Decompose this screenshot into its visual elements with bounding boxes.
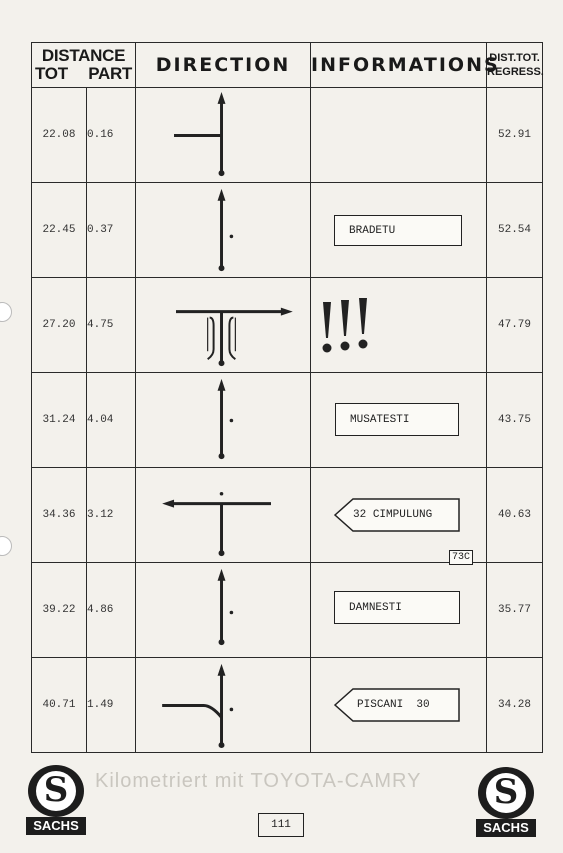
distance-header — [32, 43, 136, 88]
logo-left-word: SACHS — [26, 817, 86, 835]
info-cell — [311, 468, 487, 563]
regress-cell: 43.75 — [487, 373, 543, 468]
sachs-s-icon: S — [493, 772, 519, 812]
regress-label-1: DIST.TOT. — [489, 52, 540, 64]
sachs-logo-right — [476, 767, 536, 839]
straight-diagram — [136, 373, 310, 467]
table-row — [32, 658, 543, 753]
part-cell: 1.49 — [87, 658, 136, 753]
tot-cell: 22.08 — [32, 88, 87, 183]
tot-label: TOT — [35, 64, 68, 83]
regress-label-2: REGRESS. — [487, 66, 544, 78]
tot-cell: 39.22 — [32, 563, 87, 658]
direction-cell — [136, 278, 311, 373]
t-junction-left-diagram — [136, 468, 310, 562]
tot-cell: 31.24 — [32, 373, 87, 468]
table-row — [32, 278, 543, 373]
danger-marks — [319, 296, 375, 358]
header-row — [32, 43, 543, 88]
part-cell: 4.86 — [87, 563, 136, 658]
table-row — [32, 373, 543, 468]
regress-cell: 35.77 — [487, 563, 543, 658]
town-sign: MUSATESTI — [335, 403, 459, 436]
part-cell: 3.12 — [87, 468, 136, 563]
info-cell — [311, 658, 487, 753]
table-row — [32, 183, 543, 278]
direction-cell — [136, 658, 311, 753]
info-cell — [311, 373, 487, 468]
punch-hole — [0, 536, 12, 556]
table-row — [32, 468, 543, 563]
direction-sign — [333, 688, 461, 722]
tot-cell: 22.45 — [32, 183, 87, 278]
page-number: 111 — [258, 813, 304, 837]
informations-header: INFORMATIONS — [311, 43, 487, 88]
table-row — [32, 88, 543, 183]
direction-cell — [136, 183, 311, 278]
sachs-logo-left — [26, 765, 86, 837]
town-sign: DAMNESTI — [334, 591, 460, 624]
town-sign: BRADETU — [334, 215, 462, 246]
info-cell — [311, 278, 487, 373]
tot-cell: 40.71 — [32, 658, 87, 753]
info-cell — [311, 563, 487, 658]
fork-left-diagram — [136, 658, 310, 752]
direction-cell — [136, 468, 311, 563]
part-cell: 4.75 — [87, 278, 136, 373]
direction-sign — [333, 498, 461, 532]
part-cell: 0.16 — [87, 88, 136, 183]
direction-sign-text: PISCANI 30 — [357, 699, 430, 711]
direction-cell — [136, 563, 311, 658]
punch-hole — [0, 302, 12, 322]
direction-sign-text: 32 CIMPULUNG — [353, 509, 433, 521]
part-cell: 4.04 — [87, 373, 136, 468]
left-turn-diagram — [136, 88, 310, 182]
tot-cell: 27.20 — [32, 278, 87, 373]
regress-header — [487, 43, 543, 88]
regress-cell: 52.54 — [487, 183, 543, 278]
distance-label: DISTANCE — [41, 46, 126, 65]
roadbook-table — [31, 42, 543, 753]
regress-cell: 34.28 — [487, 658, 543, 753]
t-junction-bridge-diagram — [136, 278, 310, 372]
logo-right-word: SACHS — [476, 819, 536, 837]
regress-cell: 52.91 — [487, 88, 543, 183]
table-row — [32, 563, 543, 658]
part-label: PART — [88, 64, 133, 83]
info-cell — [311, 183, 487, 278]
regress-cell: 47.79 — [487, 278, 543, 373]
direction-cell — [136, 373, 311, 468]
background-footer-text: Kilometriert mit TOYOTA-CAMRY — [95, 770, 422, 792]
direction-header: DIRECTION — [136, 43, 311, 88]
tot-cell: 34.36 — [32, 468, 87, 563]
part-cell: 0.37 — [87, 183, 136, 278]
straight-diagram — [136, 183, 310, 277]
straight-diagram — [136, 563, 310, 657]
direction-cell — [136, 88, 311, 183]
sachs-s-icon: S — [43, 770, 69, 810]
road-number-tag: 73C — [449, 550, 473, 565]
info-cell — [311, 88, 487, 183]
regress-cell: 40.63 — [487, 468, 543, 563]
